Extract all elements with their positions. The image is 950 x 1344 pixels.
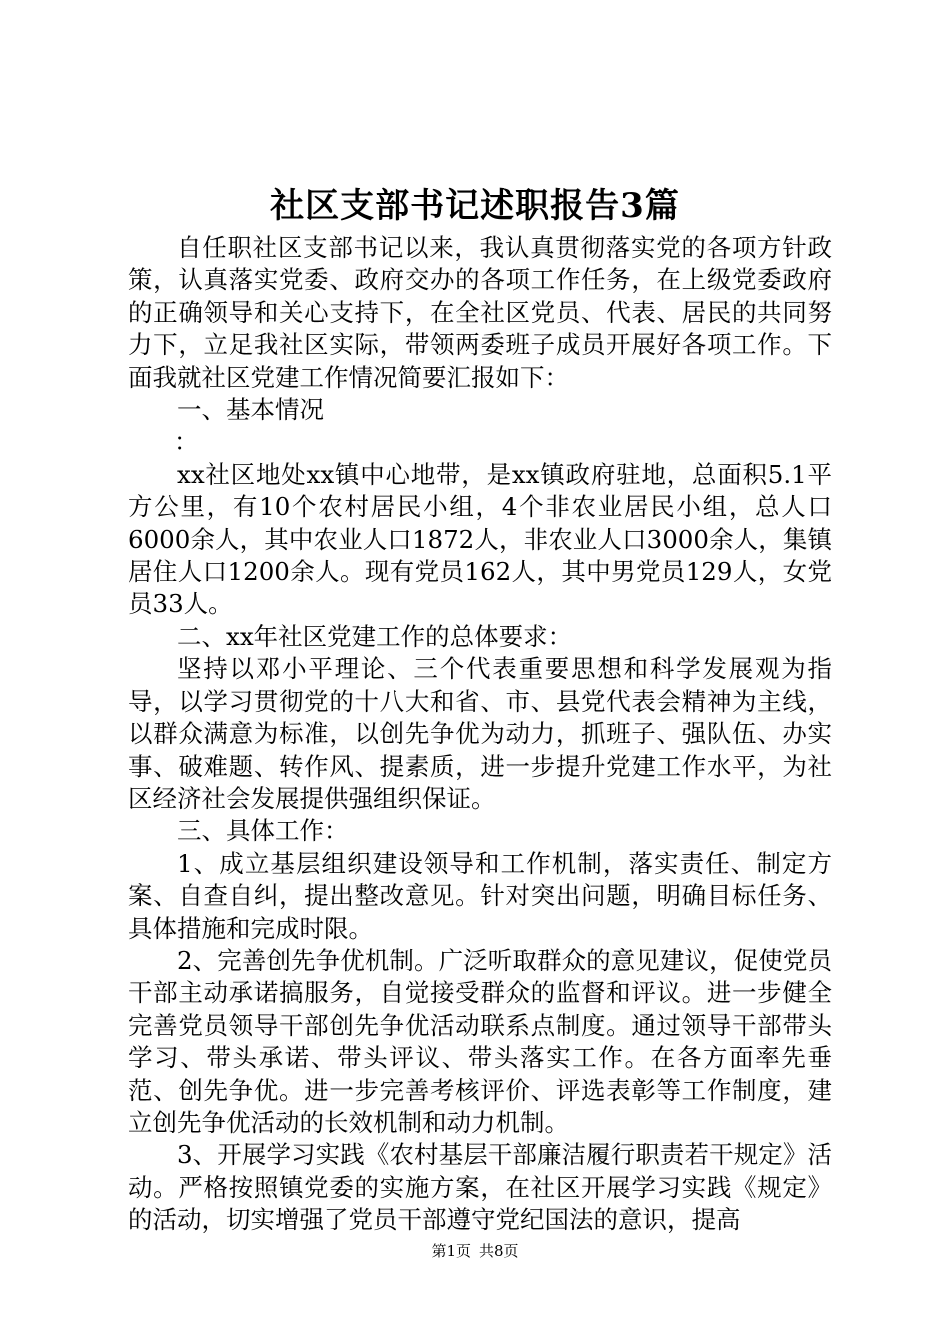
page-number: 第1页 bbox=[431, 1242, 471, 1260]
paragraph-community-overview: xx社区地处xx镇中心地带，是xx镇政府驻地，总面积5.1平方公里，有10个农村居民小组，4个非农业居民小组，总人口6000余人，其中农业人口1872人，非农业人口3000余人，集镇居住人口1200余人。现有党员162人，其中男党员129人，女党员33人。 bbox=[128, 459, 832, 619]
document-body bbox=[128, 232, 832, 1237]
document-title: 社区支部书记述职报告3篇 bbox=[270, 186, 680, 226]
paragraph-intro: 自任职社区支部书记以来，我认真贯彻落实党的各项方针政策，认真落实党委、政府交办的各项工作任务，在上级党委政府的正确领导和关心支持下，在全社区党员、代表、居民的共同努力下，立足我社区实际，带领两委班子成员开展好各项工作。下面我就社区党建工作情况简要汇报如下： bbox=[128, 233, 832, 392]
page-footer bbox=[0, 1241, 950, 1261]
paragraph-overall-requirements: 坚持以邓小平理论、三个代表重要思想和科学发展观为指导，以学习贯彻党的十八大和省、市、县党代表会精神为主线，以群众满意为标准，以创先争优为动力，抓班子、强队伍、办实事、破难题、转作风、提素质，进一步提升党建工作水平，为社区经济社会发展提供强组织保证。 bbox=[128, 654, 832, 813]
heading-overall-requirements: 二、xx年社区党建工作的总体要求： bbox=[177, 621, 573, 651]
paragraph-work-item-1: 1、成立基层组织建设领导和工作机制，落实责任、制定方案、自查自纠，提出整改意见。针对突出问题，明确目标任务、具体措施和完成时限。 bbox=[128, 848, 832, 943]
paragraph-work-item-3: 3、开展学习实践《农村基层干部廉洁履行职责若干规定》活动。严格按照镇党委的实施方案，在社区开展学习实践《规定》的活动，切实增强了党员干部遵守党纪国法的意识，提高 bbox=[128, 1140, 832, 1235]
heading-specific-work: 三、具体工作： bbox=[177, 816, 349, 846]
paragraph-work-item-2: 2、完善创先争优机制。广泛听取群众的意见建议，促使党员干部主动承诺搞服务，自觉接受群众的监督和评议。进一步健全完善党员领导干部创先争优活动联系点制度。通过领导干部带头学习、带头承诺、带头评议、带头落实工作。在各方面率先垂范、创先争优。进一步完善考核评价、评选表彰等工作制度，建立创先争优活动的长效机制和动力机制。 bbox=[128, 945, 832, 1137]
stray-colon-line: ： bbox=[174, 427, 199, 457]
page-total: 共8页 bbox=[479, 1242, 519, 1260]
heading-basic-situation: 一、基本情况 bbox=[177, 395, 324, 425]
